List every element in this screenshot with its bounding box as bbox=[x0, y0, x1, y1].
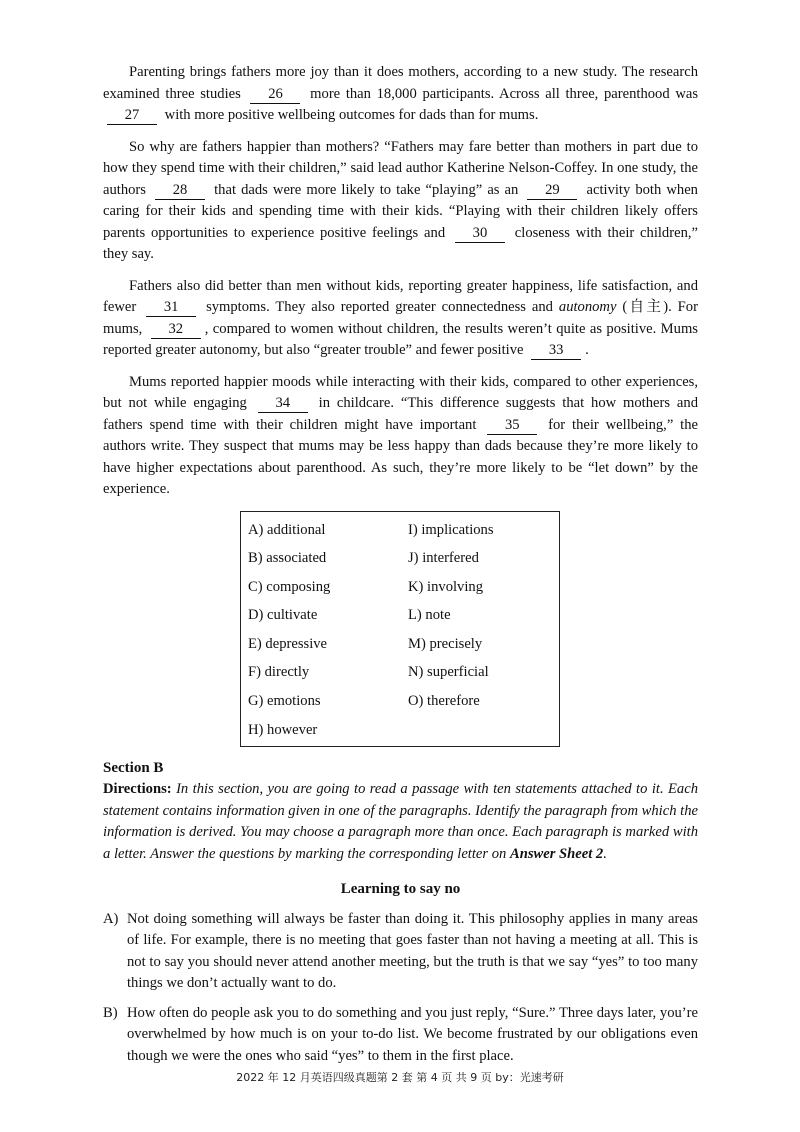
blank-31: 31 bbox=[146, 299, 196, 317]
option-k: K) involving bbox=[408, 578, 483, 595]
item-letter: B) bbox=[103, 1004, 118, 1021]
text-segment: closeness with their children,” they say. bbox=[103, 224, 698, 262]
text-segment: . bbox=[585, 342, 589, 358]
paragraph-3 bbox=[103, 276, 698, 362]
paragraph-item-a bbox=[103, 909, 698, 995]
directions-period: . bbox=[603, 845, 607, 862]
option-i: I) implications bbox=[408, 521, 494, 538]
section-b-title: Section B bbox=[103, 760, 164, 777]
option-g: G) emotions bbox=[248, 693, 321, 710]
text-segment: So why are fathers happier than mothers? “Fathers may fare better than mothers in part due to how they spend time with their children,” said lead author Katherine Nelson-Coffey. In one study, the authors bbox=[103, 138, 698, 198]
text-segment: Parenting brings fathers more joy than it does mothers, according to a new study. The research examined three studies bbox=[103, 64, 698, 102]
blank-33: 33 bbox=[531, 342, 581, 360]
blank-28: 28 bbox=[155, 182, 205, 200]
autonomy-term: autonomy bbox=[558, 299, 617, 315]
paragraph-item-b bbox=[103, 1003, 698, 1068]
directions-label: Directions: bbox=[103, 781, 172, 798]
option-j: J) interfered bbox=[408, 550, 479, 567]
item-text: Not doing something will always be faster than doing it. This philosophy applies in many areas of life. For example, there is no meeting that goes faster than not having a meeting at all. This is not to say you should never attend another meeting, but the truth is that we say “yes” to too many things we don’t actually want to do. bbox=[127, 910, 698, 992]
item-text: How often do people ask you to do something and you just reply, “Sure.” Three days later, you’re overwhelmed by how much is on your to-do list. We become frustrated by our obligations even though we were the ones who said “yes” to them in the first place. bbox=[127, 1004, 698, 1064]
item-letter: A) bbox=[103, 910, 119, 927]
page-footer: 2022 年 12 月英语四级真题第 2 套 第 4 页 共 9 页 by：光速考研 bbox=[236, 1071, 564, 1084]
blank-26: 26 bbox=[250, 86, 300, 104]
option-l: L) note bbox=[408, 607, 451, 624]
text-segment: in childcare. “This difference suggests that how mothers and fathers spend time with their children might have important bbox=[103, 395, 698, 433]
word-bank-box bbox=[240, 511, 560, 748]
content-column bbox=[103, 62, 698, 1075]
blank-29: 29 bbox=[527, 182, 577, 200]
chinese-gloss: (自主) bbox=[622, 299, 669, 315]
paragraph-2 bbox=[103, 137, 698, 266]
text-segment: Fathers also did better than men without kids, reporting greater happiness, life satisfaction, and fewer bbox=[103, 277, 698, 315]
option-o: O) therefore bbox=[408, 693, 480, 710]
paragraph-1 bbox=[103, 62, 698, 127]
paragraph-4 bbox=[103, 372, 698, 501]
text-segment: , compared to women without children, the results weren’t quite as positive. Mums reported greater autonomy, but also “greater trouble” and fewer positive bbox=[103, 320, 698, 358]
passage-title: Learning to say no bbox=[340, 881, 461, 898]
text-segment: more than 18,000 participants. Across all three, parenthood was bbox=[310, 85, 699, 102]
directions bbox=[103, 779, 698, 865]
option-f: F) directly bbox=[248, 664, 310, 681]
directions-text: In this section, you are going to read a passage with ten statements attached to it. Each statement contains information given in one of the paragraphs. Identify the paragraph from which the information is derived. You may choose a paragraph more than once. Each paragraph is marked with a letter. Answer the questions by marking the corresponding letter on bbox=[103, 781, 698, 862]
option-b: B) associated bbox=[248, 550, 327, 567]
text-segment: . For mums, bbox=[103, 299, 698, 337]
option-m: M) precisely bbox=[408, 635, 483, 652]
answer-sheet-ref: Answer Sheet 2 bbox=[509, 845, 604, 862]
blank-32: 32 bbox=[151, 321, 201, 339]
option-d: D) cultivate bbox=[248, 607, 318, 624]
text-segment: with more positive wellbeing outcomes for dads than for mums. bbox=[164, 107, 539, 123]
option-e: E) depressive bbox=[248, 635, 328, 652]
option-h: H) however bbox=[248, 721, 318, 738]
text-segment: activity both when caring for their kids and spending time with their kids. “Playing with their children likely offers parents opportunities to experience positive feelings and bbox=[103, 181, 698, 241]
text-segment: for their wellbeing,” the authors write. They suspect that mums may be less happy than dads because they’re more likely to have higher expectations about parenthood. As such, they’re more likely to be “let down” by the experience. bbox=[103, 416, 698, 497]
blank-35: 35 bbox=[487, 417, 537, 435]
text-segment: symptoms. They also reported greater connectedness and bbox=[206, 299, 553, 315]
option-n: N) superficial bbox=[408, 664, 489, 681]
option-c: C) composing bbox=[248, 578, 331, 595]
text-segment: Mums reported happier moods while interacting with their kids, compared to other experiences, but not while engaging bbox=[103, 373, 698, 411]
blank-27: 27 bbox=[107, 107, 157, 125]
text-segment: that dads were more likely to take “playing” as an bbox=[214, 181, 519, 198]
option-a: A) additional bbox=[248, 521, 326, 538]
blank-30: 30 bbox=[455, 225, 505, 243]
blank-34: 34 bbox=[258, 395, 308, 413]
